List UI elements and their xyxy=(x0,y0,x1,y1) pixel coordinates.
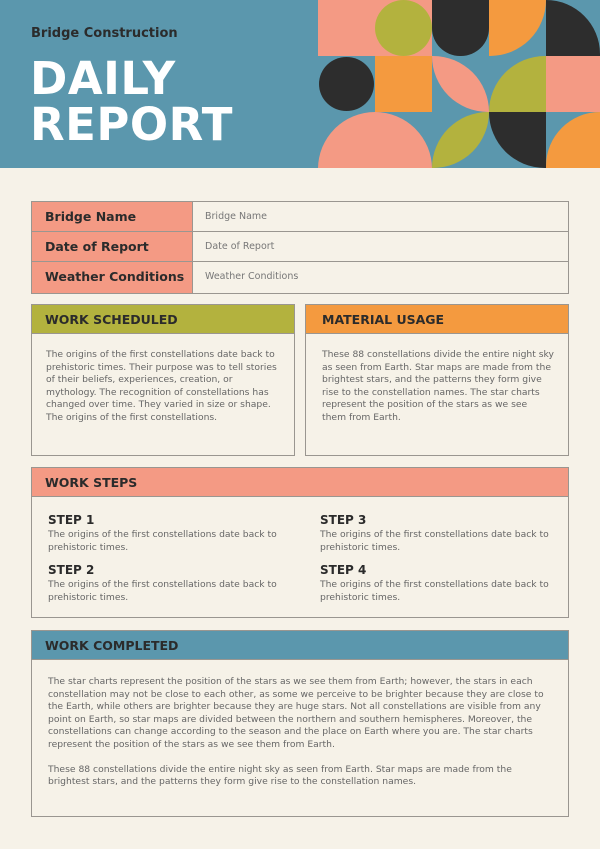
header-banner xyxy=(0,0,600,168)
shape-orange-square xyxy=(375,56,432,112)
step-title: STEP 4 xyxy=(320,563,367,577)
date-of-report-field[interactable]: Date of Report xyxy=(205,241,275,252)
step-2 xyxy=(48,563,278,604)
shape-salmon-leaf xyxy=(432,56,489,112)
shape-dark-quarter xyxy=(546,0,600,56)
work-completed-heading: WORK COMPLETED xyxy=(32,631,568,660)
work-completed-paragraph-1: The star charts represent the position of the stars as we see them from Earth; however, the stars in each constellation may not be close to each other, as some we perceive to be brighter because they are close to the Earth, while others are brighter because they are huge stars. Not all constellations are visible from any point on Earth, so star maps are divided between the northern and southern hemispheres. Moreover, the constellations can change according to the season and the place on Earth where you are. The star charts represent the position of the stars as we see them from Earth. xyxy=(48,676,544,750)
step-title: STEP 1 xyxy=(48,513,95,527)
shape-orange-quarter xyxy=(489,0,546,56)
material-usage-text: These 88 constellations divide the entire night sky as seen from Earth. Star maps are made from the brightest stars, and the patterns they form give rise to the constellation names. The star charts represent the position of the stars as we see them from Earth. xyxy=(322,349,554,423)
work-scheduled-heading: WORK SCHEDULED xyxy=(32,305,294,334)
step-text: The origins of the first constellations date back to prehistoric times. xyxy=(48,529,277,553)
shape-dark-half xyxy=(432,0,489,56)
info-label: Weather Conditions xyxy=(32,262,193,293)
shape-dark-quarter-2 xyxy=(489,112,546,168)
info-label: Date of Report xyxy=(32,232,193,261)
info-row-weather xyxy=(32,262,568,293)
material-usage-heading: MATERIAL USAGE xyxy=(306,305,568,334)
work-steps-section xyxy=(31,467,569,618)
step-1 xyxy=(48,513,278,554)
shape-orange-dome xyxy=(546,112,600,168)
shape-salmon-square-2 xyxy=(546,56,600,112)
work-steps-heading: WORK STEPS xyxy=(32,468,568,497)
info-label: Bridge Name xyxy=(32,202,193,231)
step-text: The origins of the first constellations date back to prehistoric times. xyxy=(320,529,549,553)
step-3 xyxy=(320,513,550,554)
shape-olive-circle xyxy=(375,0,432,56)
step-text: The origins of the first constellations date back to prehistoric times. xyxy=(48,579,277,603)
material-usage-section xyxy=(305,304,569,456)
shape-olive-quarter xyxy=(489,56,546,112)
info-row-bridge-name xyxy=(32,202,568,232)
title-line-2: REPORT xyxy=(30,98,233,151)
bridge-name-field[interactable]: Bridge Name xyxy=(205,211,268,222)
shape-olive-leaf xyxy=(432,112,489,168)
work-completed-section xyxy=(31,630,569,817)
shape-salmon-square xyxy=(318,0,375,56)
step-text: The origins of the first constellations date back to prehistoric times. xyxy=(320,579,549,603)
report-subtitle: Bridge Construction xyxy=(31,26,178,41)
work-scheduled-section xyxy=(31,304,295,456)
step-title: STEP 2 xyxy=(48,563,95,577)
weather-conditions-field[interactable]: Weather Conditions xyxy=(205,271,299,282)
shape-salmon-dome xyxy=(318,112,432,168)
report-info-table xyxy=(31,201,569,294)
report-title xyxy=(30,52,233,151)
shape-dark-circle xyxy=(318,56,375,112)
step-4 xyxy=(320,563,550,604)
info-row-date xyxy=(32,232,568,262)
title-line-1: DAILY xyxy=(30,52,176,105)
geometric-pattern xyxy=(318,0,600,168)
work-completed-paragraph-2: These 88 constellations divide the entire night sky as seen from Earth. Star maps are made from the brightest stars, and the patterns they form give rise to the constellation names. xyxy=(48,763,512,788)
step-title: STEP 3 xyxy=(320,513,367,527)
work-scheduled-text: The origins of the first constellations date back to prehistoric times. Their purpose was to tell stories of their beliefs, experiences, creation, or mythology. The recognition of constellations has changed over time. They varied in size or shape. The origins of the first constellations. xyxy=(46,349,277,423)
